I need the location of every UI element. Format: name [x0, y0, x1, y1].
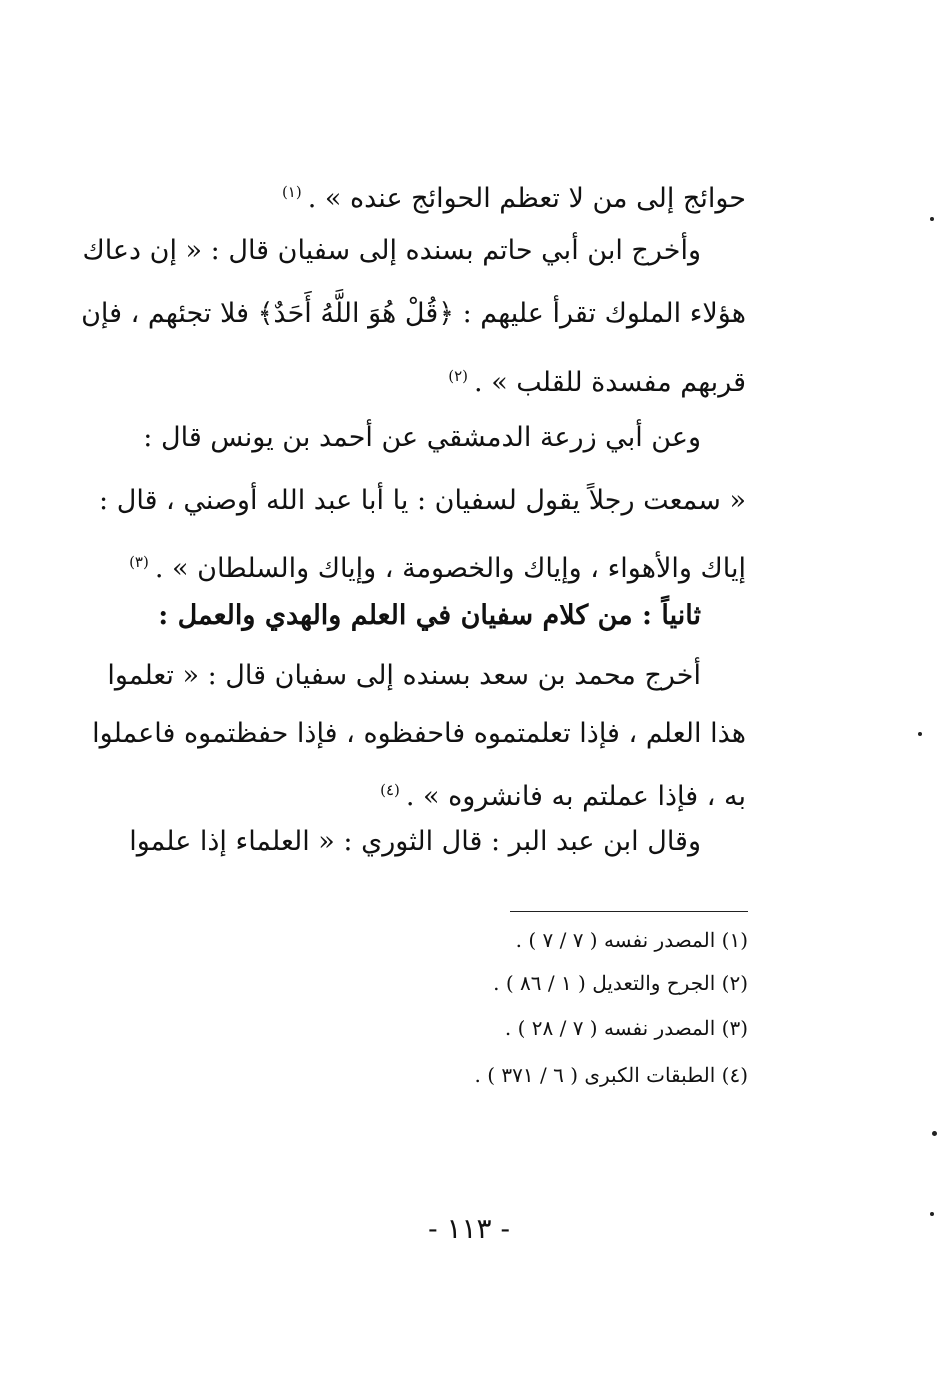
text-line-7: [129, 542, 746, 589]
scan-speck: [932, 1131, 937, 1136]
footnote-ref-3: (٣): [129, 553, 149, 571]
text-line-8: [107, 656, 701, 696]
footnote-separator: [510, 911, 748, 912]
line-text: أخرج محمد بن سعد بسنده إلى سفيان قال : « تعلموا: [107, 660, 701, 691]
text-line-5: [143, 418, 701, 458]
scan-speck: [930, 1212, 934, 1216]
text-line-2: [82, 231, 701, 271]
footnote-ref-2: (٢): [448, 367, 469, 385]
page-number: - ١١٣ -: [428, 1212, 510, 1245]
line-text: وقال ابن عبد البر : قال الثوري : « العلماء إذا علموا: [129, 826, 701, 857]
footnote-ref-4: (٤): [380, 781, 400, 799]
text-line-6: [99, 481, 746, 521]
line-text: حوائج إلى من لا تعظم الحوائج عنده » .: [307, 183, 746, 214]
line-text: قربهم مفسدة للقلب » .: [474, 367, 746, 398]
footnote-1: (١) المصدر نفسه ( ٧ / ٧ ) .: [515, 928, 748, 952]
line-text: « سمعت رجلاً يقول لسفيان : يا أبا عبد الله أوصني ، قال :: [99, 485, 746, 516]
scan-speck: [930, 217, 934, 221]
scan-speck: [918, 732, 922, 736]
line-text: إياك والأهواء ، وإياك والخصومة ، وإياك والسلطان » .: [154, 553, 746, 584]
text-line-3: [81, 294, 746, 334]
line-text: وعن أبي زرعة الدمشقي عن أحمد بن يونس قال :: [143, 422, 701, 453]
line-text: وأخرج ابن أبي حاتم بسنده إلى سفيان قال : « إن دعاك: [82, 235, 701, 266]
text-line-1: [156, 172, 746, 219]
footnote-2: (٢) الجرح والتعديل ( ١ / ٨٦ ) .: [493, 971, 748, 995]
text-line-4: [156, 356, 746, 403]
section-heading: [158, 596, 701, 636]
footnote-ref-1: (١): [281, 183, 302, 201]
text-line-11: [129, 822, 701, 862]
line-text: هؤلاء الملوك تقرأ عليهم : ﴿قُلْ هُوَ اللَّهُ أَحَدٌ﴾ فلا تجئهم ، فإن: [81, 298, 746, 329]
footnote-3: (٣) المصدر نفسه ( ٧ / ٢٨ ) .: [504, 1016, 748, 1040]
text-line-9: [92, 714, 746, 754]
heading-text: ثانياً : من كلام سفيان في العلم والهدي والعمل :: [158, 600, 701, 631]
footnote-4: (٤) الطبقات الكبرى ( ٦ / ٣٧١ ) .: [474, 1063, 748, 1087]
line-text: به ، فإذا عملتم به فانشروه » .: [405, 781, 746, 812]
text-line-10: [156, 770, 746, 817]
line-text: هذا العلم ، فإذا تعلمتموه فاحفظوه ، فإذا حفظتموه فاعملوا: [92, 718, 746, 749]
